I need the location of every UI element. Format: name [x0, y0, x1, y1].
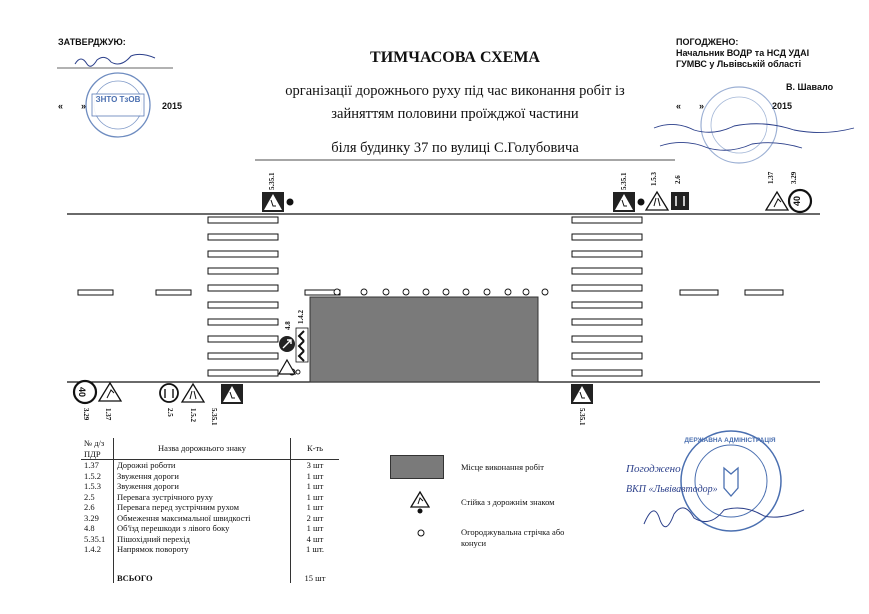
label-bot-ped-left: 5.35.1	[210, 408, 218, 426]
label-top-ped-right: 5.35.1	[620, 172, 628, 190]
sign-table	[81, 438, 339, 583]
agreed-signer: В. Шавало	[786, 82, 834, 92]
table-row: 1.5.2 Звуження дороги 1 шт	[81, 471, 339, 482]
table-total-row: ВСЬОГО 15 шт	[81, 573, 339, 584]
speed-value-bottom: 40	[77, 386, 88, 398]
sign-ped-top-right	[613, 192, 645, 212]
label-bot-narrow: 1.5.2	[189, 408, 197, 422]
handwriting-approval-2: ВКП «Львівавтодор»	[626, 484, 718, 495]
zebra-right	[572, 217, 642, 376]
approved-label: ЗАТВЕРДЖУЮ:	[58, 37, 126, 47]
zebra-left	[208, 217, 278, 376]
sign-priority-top	[671, 192, 689, 210]
table-row: 5.35.1 Пішохідний перехід 4 шт	[81, 534, 339, 545]
sign-table-grid	[81, 438, 339, 583]
agreed-line2: ГУМВС у Львівській області	[676, 59, 802, 69]
agreed-label: ПОГОДЖЕНО:	[676, 37, 739, 47]
label-bot-yield: 2.5	[166, 408, 174, 417]
table-row: 1.37 Дорожні роботи 3 шт	[81, 460, 339, 471]
title-line2: організації дорожнього руху під час виконання робіт із	[285, 83, 625, 99]
col-name: Назва дорожнього знаку	[114, 438, 291, 460]
legend-work-label: Місце виконання робіт	[461, 462, 545, 472]
legend-sign-stand-icon	[410, 490, 430, 514]
table-row: 2.6 Перевага перед зустрічним рухом 1 шт	[81, 502, 339, 513]
table-row: 1.5.3 Звуження дороги 1 шт	[81, 481, 339, 492]
speed-value-top: 40	[792, 195, 803, 207]
table-row: 2.5 Перевага зустрічного руху 1 шт	[81, 492, 339, 503]
title-line3: зайняттям половини проїжджої частини	[331, 106, 579, 122]
legend-cone-icon	[416, 528, 426, 538]
agreed-date: « » 2015	[676, 101, 793, 111]
right-stamp-text: ДЕРЖАВНА АДМІНІСТРАЦІЯ	[684, 437, 776, 444]
sign-narrow-top	[646, 192, 668, 210]
sign-works-bottom	[99, 383, 121, 401]
left-stamp-text: ЗНТО ТзОВ	[95, 95, 141, 104]
page-title: ТИМЧАСОВА СХЕМА	[370, 49, 540, 66]
label-top-ped-left: 5.35.1	[268, 172, 276, 190]
label-top-works: 1.37	[767, 171, 775, 184]
table-spacer	[81, 555, 339, 573]
title-line4: біля будинку 37 по вулиці С.Голубовича	[331, 140, 579, 156]
col-code: № д/з ПДР	[81, 438, 114, 460]
sign-works-top	[766, 192, 788, 210]
center-line	[78, 290, 783, 295]
sign-ped-top-left	[262, 192, 294, 212]
sign-ped-bottom-right	[571, 384, 593, 404]
sign-yield-bottom	[160, 384, 178, 402]
label-top-speed: 3.29	[790, 171, 798, 184]
legend-work-swatch	[390, 455, 444, 479]
label-top-priority: 2.6	[674, 175, 682, 184]
label-bot-works: 1.37	[104, 408, 112, 421]
label-bot-ped-right: 5.35.1	[578, 408, 586, 426]
label-mid-detour: 4.8	[284, 321, 292, 330]
table-row: 1.4.2 Напрямок повороту 1 шт.	[81, 544, 339, 555]
col-qty: К-ть	[291, 438, 340, 460]
table-row: 4.8 Об'їзд перешкоди з лівого боку 1 шт	[81, 523, 339, 534]
table-row: 3.29 Обмеження максимальної швидкості 2 шт	[81, 513, 339, 524]
sign-direction-mid	[296, 328, 308, 362]
label-top-narrow: 1.5.3	[650, 172, 658, 186]
label-bot-speed: 3.29	[82, 408, 90, 421]
right-signature	[640, 498, 810, 534]
approved-date: « » 2015	[58, 101, 183, 111]
sign-detour-mid	[279, 336, 295, 374]
sign-narrow-bottom	[182, 384, 204, 402]
label-mid-direction: 1.4.2	[297, 310, 305, 324]
legend-tape-label: Огороджувальна стрічка або конуси	[461, 527, 565, 548]
work-area	[310, 297, 538, 382]
legend-sign-stand-label: Стійка з дорожнім знаком	[461, 497, 555, 507]
sign-ped-bottom-left	[221, 384, 243, 404]
agreed-line1: Начальник ВОДР та НСД УДАІ	[676, 48, 810, 58]
handwriting-approval-1: Погоджено	[626, 463, 681, 475]
